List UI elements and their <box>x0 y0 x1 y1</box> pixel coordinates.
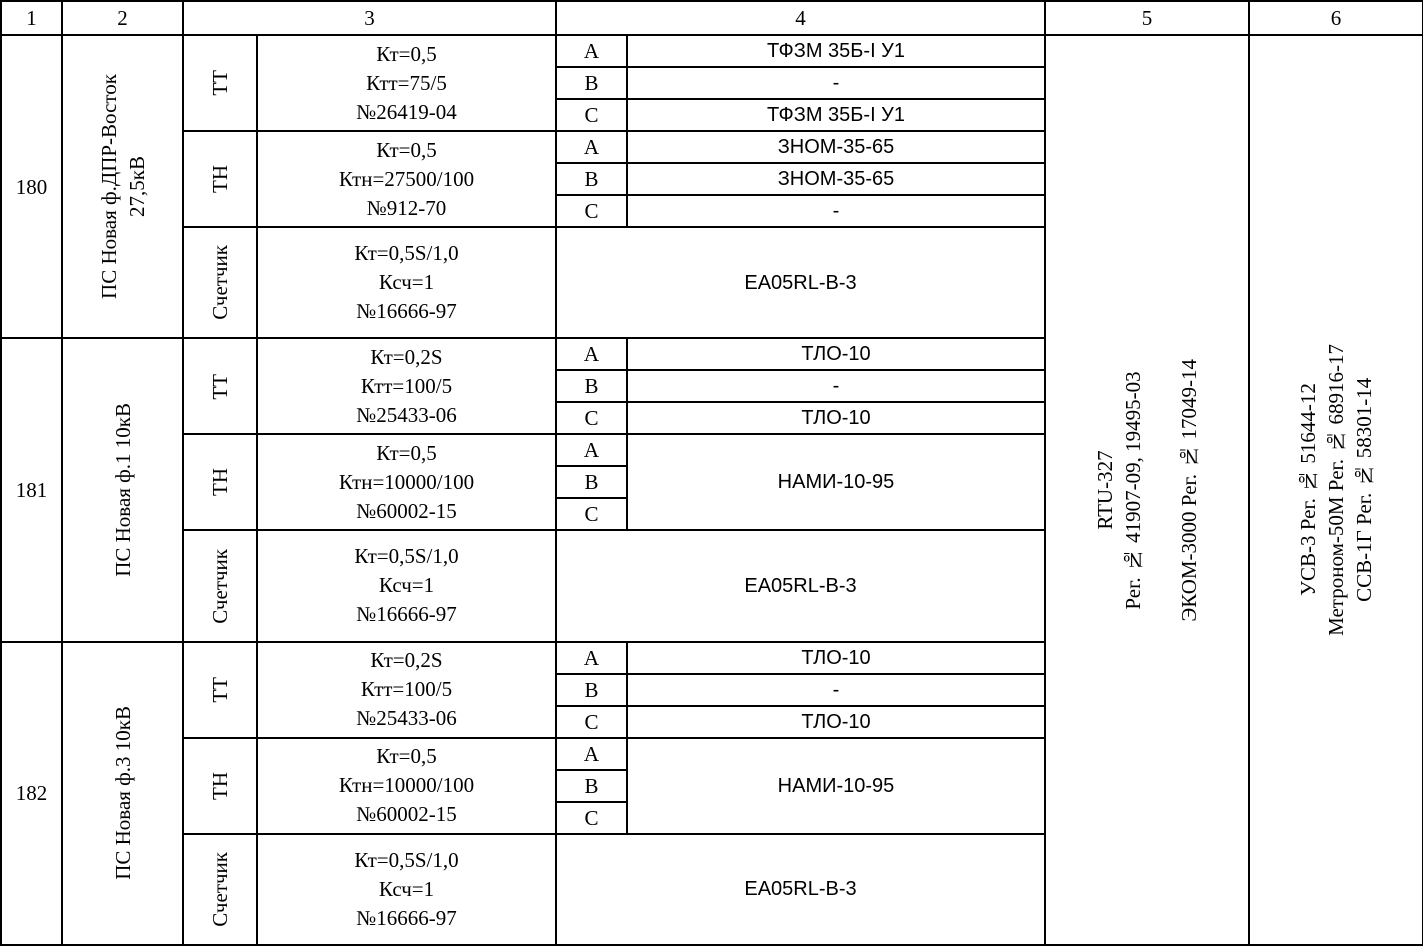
phase-cell: В <box>556 370 627 402</box>
meter-label: Счетчик <box>183 834 257 945</box>
phase-cell: А <box>556 738 627 770</box>
phase-model: - <box>627 370 1045 402</box>
phase-cell: А <box>556 338 627 370</box>
col5-systems: RTU-327 Рег. № 41907-09, 19495-03 ЭКОМ-3000 Рег. № 17049-14 <box>1045 35 1249 945</box>
phase-model: ТЛО-10 <box>627 338 1045 370</box>
phase-cell: А <box>556 131 627 163</box>
phase-cell: В <box>556 163 627 195</box>
header-row <box>1 1 1423 35</box>
tn-params: Кт=0,5 Ктн=10000/100 №60002-15 <box>257 434 556 530</box>
tn-model: НАМИ-10-95 <box>627 434 1045 530</box>
header-cell-2: 2 <box>62 1 183 35</box>
tt-params: Кт=0,5 Ктт=75/5 №26419-04 <box>257 35 556 131</box>
phase-model: ЗНОМ-35-65 <box>627 163 1045 195</box>
tt-params: Кт=0,2S Ктт=100/5 №25433-06 <box>257 642 556 738</box>
meter-model: EA05RL-B-3 <box>556 227 1045 338</box>
col6-time-sync: УСВ-3 Рег. № 51644-12 Метроном-50М Рег. № 68916-17 ССВ-1Г Рег. № 58301-14 <box>1249 35 1423 945</box>
phase-cell: В <box>556 674 627 706</box>
meter-params: Кт=0,5S/1,0 Ксч=1 №16666-97 <box>257 227 556 338</box>
phase-model: ТФЗМ 35Б-I У1 <box>627 35 1045 67</box>
tt-label: ТТ <box>183 338 257 434</box>
header-cell-4: 4 <box>556 1 1045 35</box>
phase-cell: В <box>556 67 627 99</box>
header-cell-1: 1 <box>1 1 62 35</box>
phase-cell: С <box>556 99 627 131</box>
meter-label: Счетчик <box>183 227 257 338</box>
meter-model: EA05RL-B-3 <box>556 530 1045 641</box>
phase-cell: А <box>556 434 627 466</box>
phase-cell: В <box>556 770 627 802</box>
phase-cell: С <box>556 498 627 530</box>
row-number: 182 <box>1 642 62 945</box>
phase-model: ТЛО-10 <box>627 642 1045 674</box>
tn-label: ТН <box>183 434 257 530</box>
meter-params: Кт=0,5S/1,0 Ксч=1 №16666-97 <box>257 530 556 641</box>
meter-label: Счетчик <box>183 530 257 641</box>
point-name-line: ПС Новая ф.ДПР-Восток <box>96 74 121 300</box>
phase-cell: С <box>556 802 627 834</box>
point-name-line: 27,5кВ <box>124 156 149 218</box>
phase-cell: А <box>556 35 627 67</box>
tt-params: Кт=0,2S Ктт=100/5 №25433-06 <box>257 338 556 434</box>
phase-cell: С <box>556 402 627 434</box>
phase-model: ЗНОМ-35-65 <box>627 131 1045 163</box>
table-row <box>1 35 1423 67</box>
tn-label: ТН <box>183 738 257 834</box>
point-name: ПС Новая ф.1 10кВ <box>62 338 183 641</box>
tt-label: ТТ <box>183 35 257 131</box>
phase-model: ТЛО-10 <box>627 402 1045 434</box>
meter-model: EA05RL-B-3 <box>556 834 1045 945</box>
phase-cell: В <box>556 466 627 498</box>
phase-model: - <box>627 674 1045 706</box>
header-cell-6: 6 <box>1249 1 1423 35</box>
phase-model: - <box>627 67 1045 99</box>
phase-cell: А <box>556 642 627 674</box>
tn-model: НАМИ-10-95 <box>627 738 1045 834</box>
point-name <box>62 35 183 338</box>
row-number: 180 <box>1 35 62 338</box>
tn-label: ТН <box>183 131 257 227</box>
phase-model: ТЛО-10 <box>627 706 1045 738</box>
header-cell-3: 3 <box>183 1 556 35</box>
meter-params: Кт=0,5S/1,0 Ксч=1 №16666-97 <box>257 834 556 945</box>
tt-label: ТТ <box>183 642 257 738</box>
tn-params: Кт=0,5 Ктн=10000/100 №60002-15 <box>257 738 556 834</box>
tn-params: Кт=0,5 Ктн=27500/100 №912-70 <box>257 131 556 227</box>
phase-cell: С <box>556 706 627 738</box>
header-cell-5: 5 <box>1045 1 1249 35</box>
phase-model: ТФЗМ 35Б-I У1 <box>627 99 1045 131</box>
phase-cell: С <box>556 195 627 227</box>
phase-model: - <box>627 195 1045 227</box>
row-number: 181 <box>1 338 62 641</box>
point-name: ПС Новая ф.3 10кВ <box>62 642 183 945</box>
